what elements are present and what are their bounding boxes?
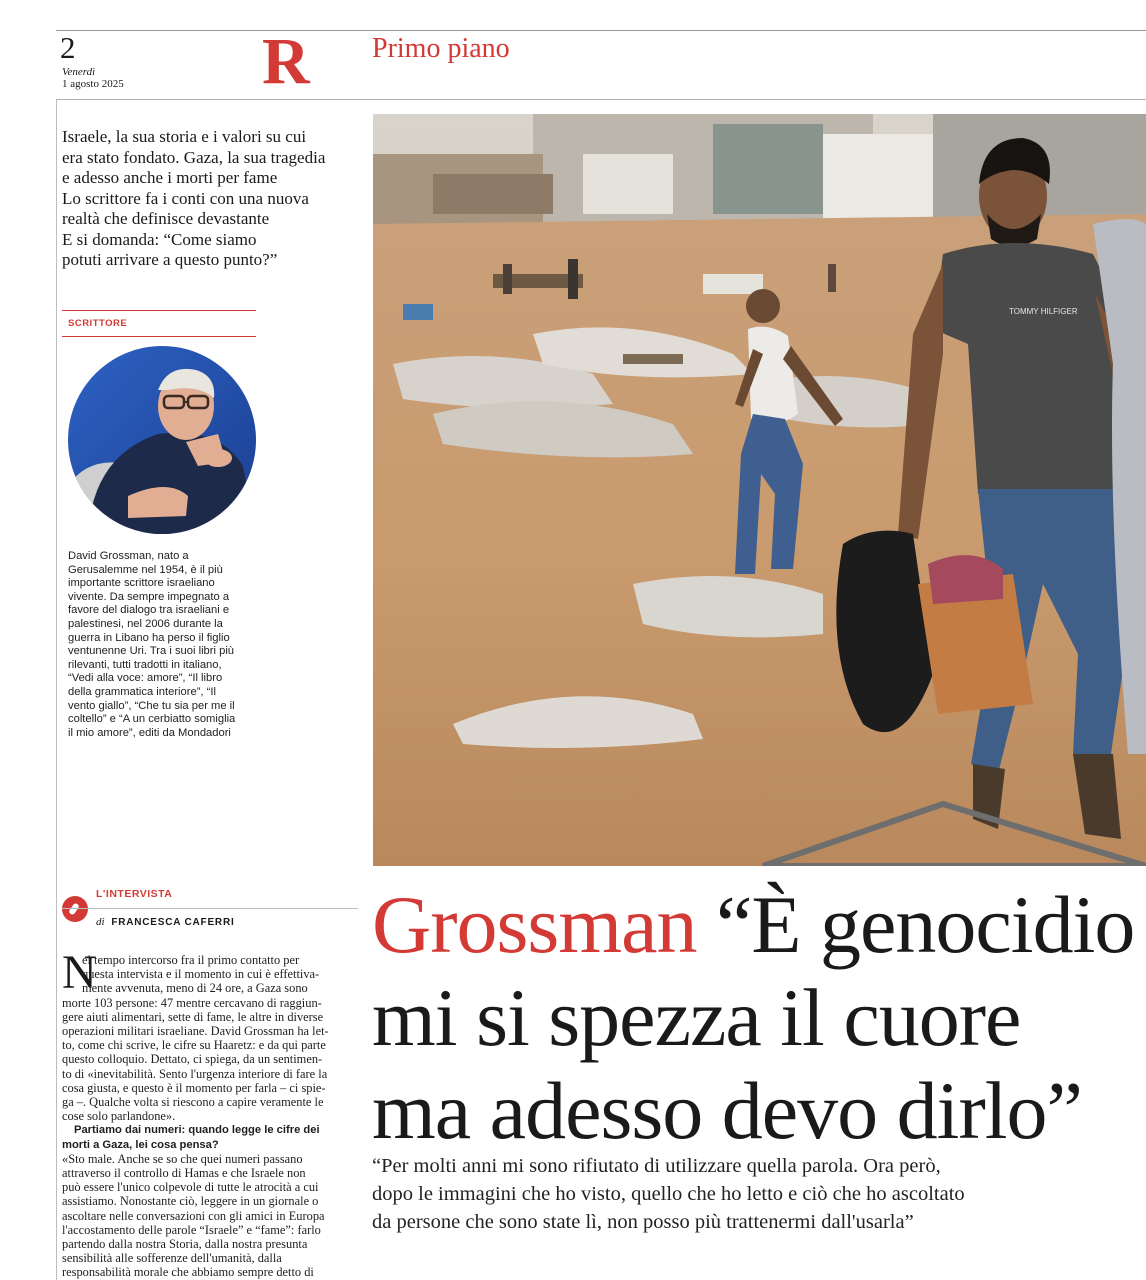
summary-line: Lo scrittore fa i conti con una nuova: [62, 188, 309, 208]
shirt-logo: TOMMY HILFIGER: [1009, 307, 1078, 316]
microphone-icon: [62, 896, 88, 922]
byline-author: FRANCESCA CAFERRI: [111, 917, 235, 928]
subhead-line: da persone che sono state lì, non posso più trattenermi dall'usarla”: [372, 1211, 914, 1233]
section-title: Primo piano: [372, 33, 510, 64]
bio-line: coltello” e “A un cerbiatto somiglia: [68, 713, 236, 726]
interview-rule: [62, 908, 358, 909]
issue-date: 1 agosto 2025: [62, 78, 124, 90]
body-line: questa intervista e il momento in cui è effettiva-: [82, 967, 320, 982]
bio-line: “Vedi alla voce: amore”, “Il libro: [68, 672, 223, 685]
bio-line: guerra in Libano ha perso il figlio: [68, 631, 230, 644]
article-summary: [62, 127, 354, 271]
body-line: gere aiuti alimentari, sette di fame, le altre in diverse: [62, 1009, 324, 1024]
issue-weekday: Venerdì: [62, 66, 96, 78]
subhead-line: “Per molti anni mi sono rifiutato di utilizzare quella parola. Ora però,: [372, 1155, 941, 1177]
answer-line: può essere l'unico colpevole di tutte le atrocità a cui: [62, 1180, 319, 1195]
bio-line: Gerusalemme nel 1954, è il più: [68, 563, 223, 576]
author-bio: [68, 550, 268, 740]
newspaper-logo: R: [262, 25, 310, 98]
body-line: morte 103 persone: 47 mentre cercavano di raggiun-: [62, 995, 322, 1010]
answer-line: assistiamo. Nonostante ciò, leggere in un giornale o: [62, 1194, 319, 1209]
header-bottom-rule: [56, 99, 1146, 100]
interview-label: L'INTERVISTA: [96, 888, 173, 900]
headline-line2: mi si spezza il cuore: [372, 972, 1021, 1063]
gaza-photo: [373, 114, 1146, 866]
summary-line: realtà che definisce devastante: [62, 209, 270, 228]
answer-line: attraverso il controllo di Hamas e che Israele non: [62, 1166, 306, 1181]
bio-line: David Grossman, nato a: [68, 550, 189, 562]
body-line: cosa giusta, e questo è il momento per farla – ci spie-: [62, 1080, 326, 1095]
bio-line: importante scrittore israeliano: [68, 577, 215, 590]
bio-line: favore del dialogo tra israeliani e: [68, 604, 230, 617]
summary-line: E si domanda: “Come siamo: [62, 229, 257, 249]
bio-line: palestinesi, nel 2006 durante la: [68, 617, 223, 630]
interview-body: [62, 946, 358, 1280]
headline-line1: “È genocidio: [716, 879, 1135, 970]
body-line: to, come chi scrive, le cifre su Haaretz: e da qui parte: [62, 1038, 326, 1053]
answer-line: ascoltare nelle conversazioni con gli amici in Europa: [62, 1208, 325, 1223]
summary-line: Israele, la sua storia e i valori su cui: [62, 127, 307, 146]
question-line: Partiamo dai numeri: quando legge le cifre dei: [74, 1124, 320, 1137]
bio-line: rilevanti, tutti tradotti in italiano,: [68, 658, 222, 671]
body-line: cose solo parlandone».: [62, 1109, 176, 1124]
answer-line: «Sto male. Anche se so che quei numeri passano: [62, 1151, 303, 1166]
headline-name: Grossman: [372, 879, 697, 970]
question-line: morti a Gaza, lei cosa pensa?: [62, 1138, 219, 1151]
bio-line: della grammatica interiore”, “Il: [68, 685, 216, 698]
author-box-bottom-rule: [62, 336, 256, 337]
summary-line: e adesso anche i morti per fame: [62, 168, 278, 187]
author-box-top-rule: [62, 310, 256, 311]
page-number: 2: [60, 30, 76, 65]
bio-line: il mio amore”, editi da Mondadori: [68, 726, 231, 739]
subheadline-quote: [372, 1152, 1142, 1236]
headline: [372, 878, 1146, 1157]
header-top-rule: [56, 30, 1146, 31]
bio-line: ventunenne Uri. Tra i suoi libri più: [68, 645, 235, 658]
body-line: to di «inevitabilità. Sento l'urgenza interiore di fare la: [62, 1066, 328, 1081]
answer-line: l'accostamento delle parole “Israele” e “fame”: farlo: [62, 1222, 321, 1237]
answer-line: sensibilità alle sofferenze dell'umanità, dalla: [62, 1251, 282, 1266]
body-line: operazioni militari israeliane. David Grossman ha let-: [62, 1024, 329, 1039]
left-column-rule: [56, 100, 57, 1280]
body-line: mente avvenuta, meno di 24 ore, a Gaza sono: [82, 981, 308, 996]
answer-line: partendo dalla nostra Storia, dalla nostra presunta: [62, 1237, 308, 1252]
body-line: ga –. Qualche volta si riescono a capire veramente le: [62, 1095, 324, 1110]
author-box-label: SCRITTORE: [68, 318, 128, 329]
answer-line: responsabilità morale che abbiamo sempre detto di: [62, 1265, 314, 1280]
author-portrait: [68, 346, 256, 534]
bio-line: vento giallo”, “Che tu sia per me il: [68, 699, 235, 712]
body-line: el tempo intercorso fra il primo contatto per: [82, 953, 300, 967]
summary-line: potuti arrivare a questo punto?”: [62, 250, 278, 269]
byline: [96, 916, 235, 928]
summary-line: era stato fondato. Gaza, la sua tragedia: [62, 147, 326, 167]
body-line: questo colloquio. Dettato, ci spiega, da un sentimen-: [62, 1052, 323, 1067]
subhead-line: dopo le immagini che ho visto, quello che ho letto e ciò che ho ascoltato: [372, 1183, 965, 1205]
drop-cap: N: [62, 946, 97, 999]
byline-prefix: di: [96, 916, 105, 928]
headline-line3: ma adesso devo dirlo”: [372, 1065, 1082, 1156]
bio-line: vivente. Da sempre impegnato a: [68, 590, 230, 603]
